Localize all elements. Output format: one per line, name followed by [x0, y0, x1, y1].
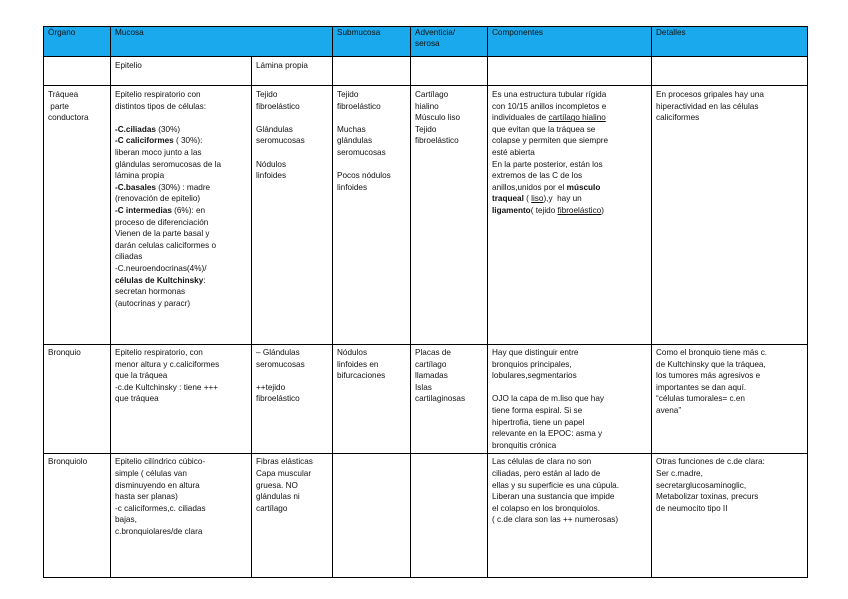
organ-name-line: Tráquea — [48, 90, 79, 99]
text-line: – Glándulas — [256, 348, 300, 357]
text-line: Islas — [415, 382, 432, 392]
text-line — [115, 135, 247, 147]
text-line: que tráquea — [115, 394, 159, 404]
text-line: hasta ser planas) — [115, 492, 178, 502]
text-line: glándulas — [337, 136, 373, 146]
bold-term: músculo — [566, 182, 601, 192]
text-line: Liberan una sustancia que impide — [492, 492, 615, 502]
text-line: hipertrofia, tiene un papel — [492, 417, 585, 427]
text-line — [492, 182, 647, 194]
text-line: Vienen de la parte basal y — [115, 229, 210, 239]
detalles-cell — [652, 345, 808, 454]
text-line: caliciformes — [656, 113, 700, 123]
text-line: En procesos gripales hay una — [656, 90, 764, 99]
header-mucosa: Mucosa — [111, 27, 333, 57]
text-line: secretarglucosaminoglic, — [656, 480, 747, 490]
text-line: Epitelio respiratorio, con — [115, 348, 203, 357]
text-line: linfoides — [256, 171, 287, 181]
text-line: que evitan que la tráquea se — [492, 124, 596, 134]
text-line: bajas, — [115, 515, 137, 525]
table-header-row — [44, 27, 808, 57]
adventicia-cell — [411, 86, 488, 345]
organ-cell — [44, 345, 111, 454]
text-line: bifurcaciones — [337, 371, 386, 381]
subheader-empty — [488, 57, 652, 86]
text-line: ellas y su superficie es una cúpula. — [492, 480, 619, 490]
text-line — [492, 205, 647, 217]
blank-line — [492, 382, 647, 394]
text-line: lámina propia — [115, 171, 165, 181]
text-line: Fibras elásticas — [256, 457, 313, 467]
blank-line — [337, 159, 406, 171]
text-line: avena” — [656, 405, 682, 415]
submucosa-cell — [333, 454, 411, 578]
text-fragment: ) — [601, 205, 604, 215]
header-submucosa: Submucosa — [333, 27, 411, 57]
text-line: los tumores más agresivos e — [656, 371, 761, 381]
text-line: esté abierta — [492, 147, 535, 157]
text-line: darán celulas caliciformes o — [115, 240, 217, 250]
text-line: glándulas seromucosas de la — [115, 159, 222, 169]
text-line: que la tráquea — [115, 371, 168, 381]
text-line: Otras funciones de c.de clara: — [656, 457, 765, 467]
organ-name-line: Bronquio — [48, 348, 81, 357]
blank-line — [256, 147, 328, 159]
text-line: simple ( células van — [115, 468, 187, 478]
text-line: de Kultchinsky que la tráquea, — [656, 359, 766, 369]
detalles-cell — [652, 454, 808, 578]
epitelio-cell — [111, 86, 252, 345]
subheader-empty — [652, 57, 808, 86]
subheader-empty — [44, 57, 111, 86]
text-line: linfoides — [337, 182, 368, 192]
text-line: con 10/15 anillos incompletos e — [492, 101, 607, 111]
text-line: Las células de clara no son — [492, 457, 592, 467]
text-fragment: ( tejido — [530, 205, 558, 215]
header-componentes: Componentes — [488, 27, 652, 57]
text-line — [115, 275, 247, 287]
text-line: Glándulas — [256, 124, 293, 134]
text-line: colapse y permiten que siempre — [492, 136, 609, 146]
text-line: Pocos nódulos — [337, 171, 391, 181]
text-line: gruesa. NO — [256, 480, 298, 490]
text-line: (autocrinas y paracr) — [115, 298, 191, 308]
table-subheader-row — [44, 57, 808, 86]
underlined-term: fibroelástico — [557, 205, 602, 215]
text-line — [492, 112, 647, 124]
text-line: hiperactividad en las células — [656, 101, 759, 111]
submucosa-cell — [333, 345, 411, 454]
blank-line — [256, 370, 328, 382]
text-line: fibroelástico — [256, 394, 300, 404]
text-line: -c caliciformes,c. ciliadas — [115, 503, 206, 513]
bold-term: células de Kultchinsky — [115, 275, 204, 285]
header-adventicia-line: Adventicia/ — [415, 28, 456, 37]
lamina-cell — [252, 345, 333, 454]
epitelio-cell — [111, 345, 252, 454]
text-line: glándulas ni — [256, 492, 300, 502]
text-line: el colapso en los bronquiolos. — [492, 503, 600, 513]
text-line: Placas de — [415, 348, 451, 357]
lamina-cell — [252, 454, 333, 578]
text-line: liberan moco junto a las — [115, 147, 202, 157]
text-line: (renovación de epitelio) — [115, 194, 201, 204]
text-line: Nódulos — [256, 159, 287, 169]
text-line: cartílago — [415, 359, 447, 369]
text-line: disminuyendo en altura — [115, 480, 200, 490]
table-row-traquea — [44, 86, 808, 345]
text-line: “células tumorales= c.en — [656, 394, 745, 404]
text-line: OJO la capa de m.liso que hay — [492, 394, 604, 404]
term-detail: : — [203, 275, 206, 285]
bold-term: ligamento — [492, 205, 531, 215]
histology-table — [43, 26, 808, 578]
term-detail: (6%): en — [171, 205, 206, 215]
header-detalles: Detalles — [652, 27, 808, 57]
subheader-epitelio: Epitelio — [111, 57, 252, 86]
componentes-cell — [488, 345, 652, 454]
epitelio-cell — [111, 454, 252, 578]
text-line: cartilaginosas — [415, 394, 466, 404]
text-line: Tejido — [415, 124, 437, 134]
text-line: de neumocito tipo II — [656, 503, 728, 513]
text-line: secretan hormonas — [115, 287, 186, 297]
text-line: Nódulos — [337, 348, 368, 357]
text-line: c.bronquiolares/de clara — [115, 526, 203, 536]
term-detail: (30%) : madre — [155, 182, 211, 192]
text-line: importantes se dan aquí. — [656, 382, 747, 392]
text-line: proceso de diferenciación — [115, 217, 209, 227]
text-line: bronquitis crónica — [492, 440, 557, 450]
text-line: Es una estructura tubular rígida — [492, 90, 607, 99]
blank-line — [256, 112, 328, 124]
text-line: -c.de Kultchinsky : tiene +++ — [115, 382, 219, 392]
text-line: ++tejido — [256, 382, 286, 392]
organ-name-line: parte — [48, 101, 69, 111]
text-line: Músculo liso — [415, 113, 461, 123]
text-line — [115, 205, 247, 217]
text-line — [115, 124, 247, 136]
header-adventicia — [411, 27, 488, 57]
componentes-cell — [488, 86, 652, 345]
text-line: Metabolizar toxinas, precurs — [656, 492, 759, 502]
text-line: fibroelástico — [337, 101, 381, 111]
text-line: fibroelástico — [415, 136, 459, 146]
subheader-empty — [411, 57, 488, 86]
componentes-cell — [488, 454, 652, 578]
text-line: hialino — [415, 101, 439, 111]
text-line: Como el bronquio tiene más c. — [656, 348, 768, 357]
bold-term: -C.basales — [115, 182, 156, 192]
bold-term: -C intermedias — [115, 205, 172, 215]
adventicia-cell — [411, 454, 488, 578]
text-line: distintos tipos de células: — [115, 101, 207, 111]
subheader-empty — [333, 57, 411, 86]
text-fragment: anillos,unidos por el — [492, 182, 567, 192]
submucosa-cell — [333, 86, 411, 345]
subheader-lamina: Lámina propia — [252, 57, 333, 86]
text-line: seromucosas — [337, 147, 386, 157]
header-organo: Órgano — [44, 27, 111, 57]
text-line: bronquios principales, — [492, 359, 572, 369]
text-line — [492, 193, 647, 205]
text-line: extremos de las C de los — [492, 171, 583, 181]
header-adventicia-line: serosa — [415, 38, 440, 48]
text-line: linfoides en — [337, 359, 379, 369]
text-line: seromucosas — [256, 136, 305, 146]
text-line — [115, 182, 247, 194]
table-row-bronquiolo — [44, 454, 808, 578]
text-line: lobulares,segmentarios — [492, 371, 577, 381]
underlined-term: cartílago hialino — [548, 113, 606, 123]
text-line: Ser c.madre, — [656, 468, 703, 478]
text-line: Tejido — [337, 90, 359, 99]
adventicia-cell — [411, 345, 488, 454]
text-line: Hay que distinguir entre — [492, 348, 579, 357]
table-row-bronquio — [44, 345, 808, 454]
bold-term: -C.ciliadas — [115, 124, 156, 134]
text-line: Epitelio respiratorio con — [115, 90, 201, 99]
text-line: llamadas — [415, 371, 448, 381]
text-line: Tejido — [256, 90, 278, 99]
text-line: seromucosas — [256, 359, 305, 369]
text-line: menor altura y c.caliciformes — [115, 359, 220, 369]
text-line: Cartílago — [415, 90, 449, 99]
text-fragment: ),y hay un — [543, 194, 582, 204]
blank-line — [337, 112, 406, 124]
organ-cell — [44, 454, 111, 578]
organ-name-line: conductora — [48, 113, 89, 123]
text-line: En la parte posterior, están los — [492, 159, 603, 169]
text-line: -C.neuroendocrinas(4%)/ — [115, 263, 207, 273]
text-line: cartílago — [256, 503, 288, 513]
blank-line — [115, 112, 247, 124]
organ-name-line: Bronquiolo — [48, 457, 88, 467]
underlined-term: liso — [531, 194, 544, 204]
text-line: relevante en la EPOC: asma y — [492, 429, 603, 439]
detalles-cell — [652, 86, 808, 345]
organ-cell — [44, 86, 111, 345]
term-detail: (30%) — [155, 124, 181, 134]
bold-term: traqueal — [492, 194, 524, 204]
text-fragment: individuales de — [492, 113, 549, 123]
text-line: tiene forma espiral. Si se — [492, 405, 583, 415]
text-line: Capa muscular — [256, 468, 312, 478]
text-line: ciliadas — [115, 252, 143, 262]
text-line: fibroelástico — [256, 101, 300, 111]
text-line: Muchas — [337, 124, 366, 134]
text-line: ciliadas, pero están al lado de — [492, 468, 601, 478]
text-fragment: ( — [523, 194, 532, 204]
bold-term: -C caliciformes — [115, 136, 174, 146]
text-line: ( c.de clara son las ++ numerosas) — [492, 515, 619, 525]
lamina-cell — [252, 86, 333, 345]
text-line: Epitelio cilíndrico cúbico- — [115, 457, 206, 467]
term-detail: ( 30%): — [173, 136, 203, 146]
